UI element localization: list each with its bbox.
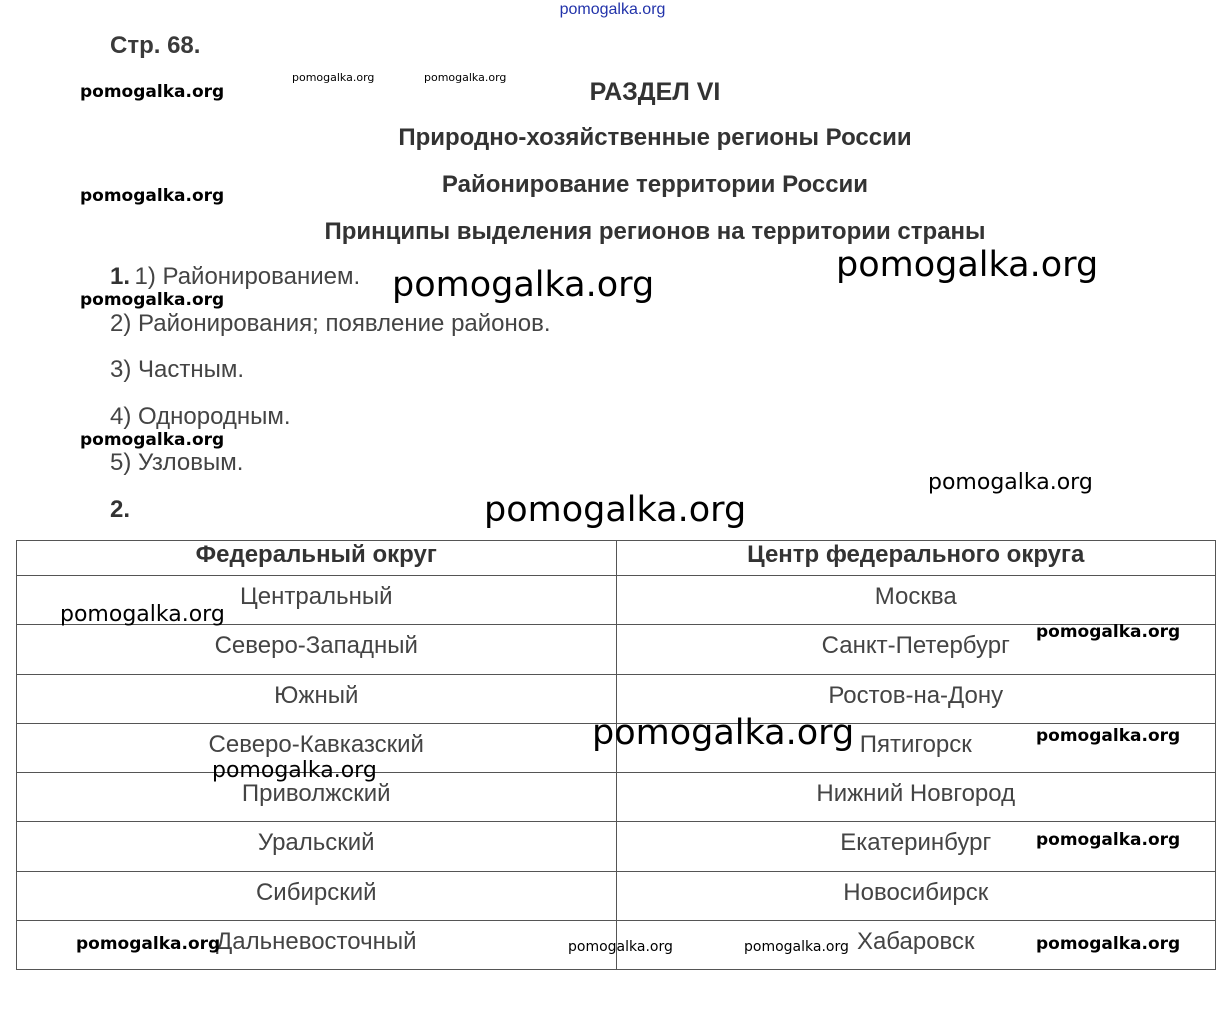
task-1-answer-3: 3) Частным. <box>110 356 245 383</box>
table-header-center: Центр федерального округа <box>616 541 1216 576</box>
district-cell: Сибирский <box>17 871 617 920</box>
watermark: pomogalka.org <box>60 602 225 627</box>
section-title: РАЗДЕЛ VI <box>589 78 721 106</box>
task-1-answer-5: 5) Узловым. <box>110 449 244 476</box>
center-cell: Москва <box>616 576 1216 625</box>
table-row <box>17 871 1216 920</box>
district-cell: Приволжский <box>17 773 617 822</box>
center-cell: Екатеринбург <box>616 822 1216 871</box>
table-row <box>17 773 1216 822</box>
watermark: pomogalka.org <box>76 934 221 954</box>
chapter-heading: Природно-хозяйственные регионы России <box>398 124 912 151</box>
subtopic-heading: Принципы выделения регионов на территории страны <box>324 218 986 245</box>
watermark: pomogalka.org <box>484 490 747 530</box>
watermark: pomogalka.org <box>568 939 673 955</box>
watermark: pomogalka.org <box>80 290 225 310</box>
district-cell: Южный <box>17 674 617 723</box>
center-cell: Новосибирск <box>616 871 1216 920</box>
page-label: Стр. 68. <box>110 32 201 59</box>
watermark: pomogalka.org <box>212 758 377 783</box>
center-cell: Нижний Новгород <box>616 773 1216 822</box>
watermark: pomogalka.org <box>80 430 225 450</box>
watermark: pomogalka.org <box>1036 830 1181 850</box>
district-cell: Уральский <box>17 822 617 871</box>
table-header-row <box>17 541 1216 576</box>
watermark: pomogalka.org <box>744 939 849 955</box>
watermark: pomogalka.org <box>292 71 375 84</box>
watermark: pomogalka.org <box>424 71 507 84</box>
district-cell: Дальневосточный <box>17 920 617 969</box>
watermark: pomogalka.org <box>392 265 655 305</box>
watermark: pomogalka.org <box>1036 622 1181 642</box>
district-cell: Северо-Кавказский <box>17 723 617 772</box>
center-cell: Хабаровск <box>616 920 1216 969</box>
watermark: pomogalka.org <box>928 470 1093 495</box>
table-header-district: Федеральный округ <box>17 541 617 576</box>
site-url-header[interactable]: pomogalka.org <box>559 1 666 18</box>
center-cell: Пятигорск <box>616 723 1216 772</box>
task-1-number: 1. <box>110 263 131 290</box>
watermark: pomogalka.org <box>80 186 225 206</box>
task-1-answer-4: 4) Однородным. <box>110 403 291 430</box>
center-cell: Ростов-на-Дону <box>616 674 1216 723</box>
task-1-first-line <box>110 263 360 291</box>
task-2-number: 2. <box>110 496 131 523</box>
watermark: pomogalka.org <box>1036 934 1181 954</box>
topic-heading: Районирование территории России <box>441 171 869 198</box>
district-cell: Северо-Западный <box>17 625 617 674</box>
center-cell: Санкт-Петербург <box>616 625 1216 674</box>
watermark: pomogalka.org <box>592 713 855 753</box>
district-cell: Центральный <box>17 576 617 625</box>
watermark: pomogalka.org <box>836 245 1099 285</box>
task-1-answer-2: 2) Районирования; появление районов. <box>110 310 551 337</box>
task-1-answer-1: 1) Районированием. <box>134 263 361 290</box>
watermark: pomogalka.org <box>1036 726 1181 746</box>
watermark: pomogalka.org <box>80 82 225 102</box>
